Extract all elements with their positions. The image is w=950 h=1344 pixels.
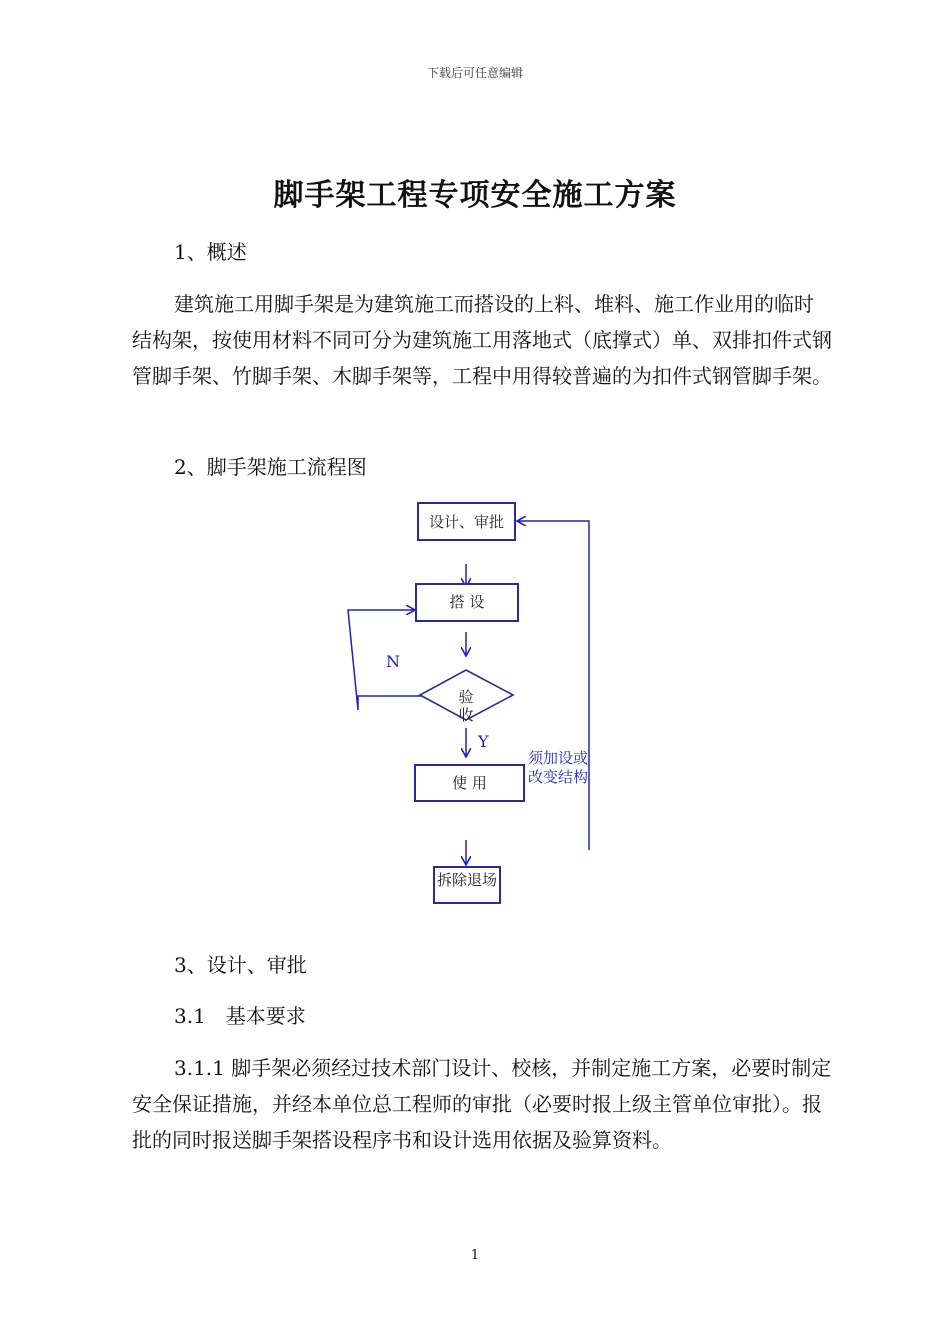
arrow-no-loop-to-erect <box>348 610 422 710</box>
flow-box-use: 使 用 <box>414 764 525 802</box>
section-2-heading: 2、脚手架施工流程图 <box>174 455 367 479</box>
flow-box-erect: 搭 设 <box>415 583 519 622</box>
section-3-heading: 3、设计、审批 <box>174 953 307 977</box>
flow-box-dismantle: 拆除退场 <box>433 866 501 904</box>
page-number: 1 <box>470 1248 480 1263</box>
section-1-heading: 1、概述 <box>174 240 247 264</box>
page-header-note: 下载后可任意编辑 <box>426 66 523 80</box>
section-1-paragraph: 建筑施工用脚手架是为建筑施工而搭设的上料、堆料、施工作业用的临时结构架，按使用材料不同可分为建筑施工用落地式（底撑式）单、双排扣件式钢管脚手架、竹脚手架、木脚手架等，工程中用得较普遍的为扣件式钢管脚手架。 <box>132 292 832 388</box>
arrow-modify-loop-to-design <box>518 521 589 850</box>
flow-diamond-inspect-label: 验收 <box>458 688 474 724</box>
flow-label-yes: Y <box>478 732 489 751</box>
section-3-1-heading: 3.1 基本要求 <box>174 1004 306 1028</box>
flow-label-no: N <box>386 652 400 671</box>
section-3-1-1-paragraph: 3.1.1 脚手架必须经过技术部门设计、校核，并制定施工方案，必要时制定安全保证措施，并经本单位总工程师的审批（必要时报上级主管单位审批）。报批的同时报送脚手架搭设程序书和设计选用依据及验算资料。 <box>132 1056 832 1152</box>
document-title: 脚手架工程专项安全施工方案 <box>273 178 677 213</box>
flow-box-design-approve: 设计、审批 <box>417 502 516 541</box>
scaffold-flowchart <box>340 498 610 913</box>
flow-note-modify-structure: 须加设或改变结构 <box>528 749 589 786</box>
